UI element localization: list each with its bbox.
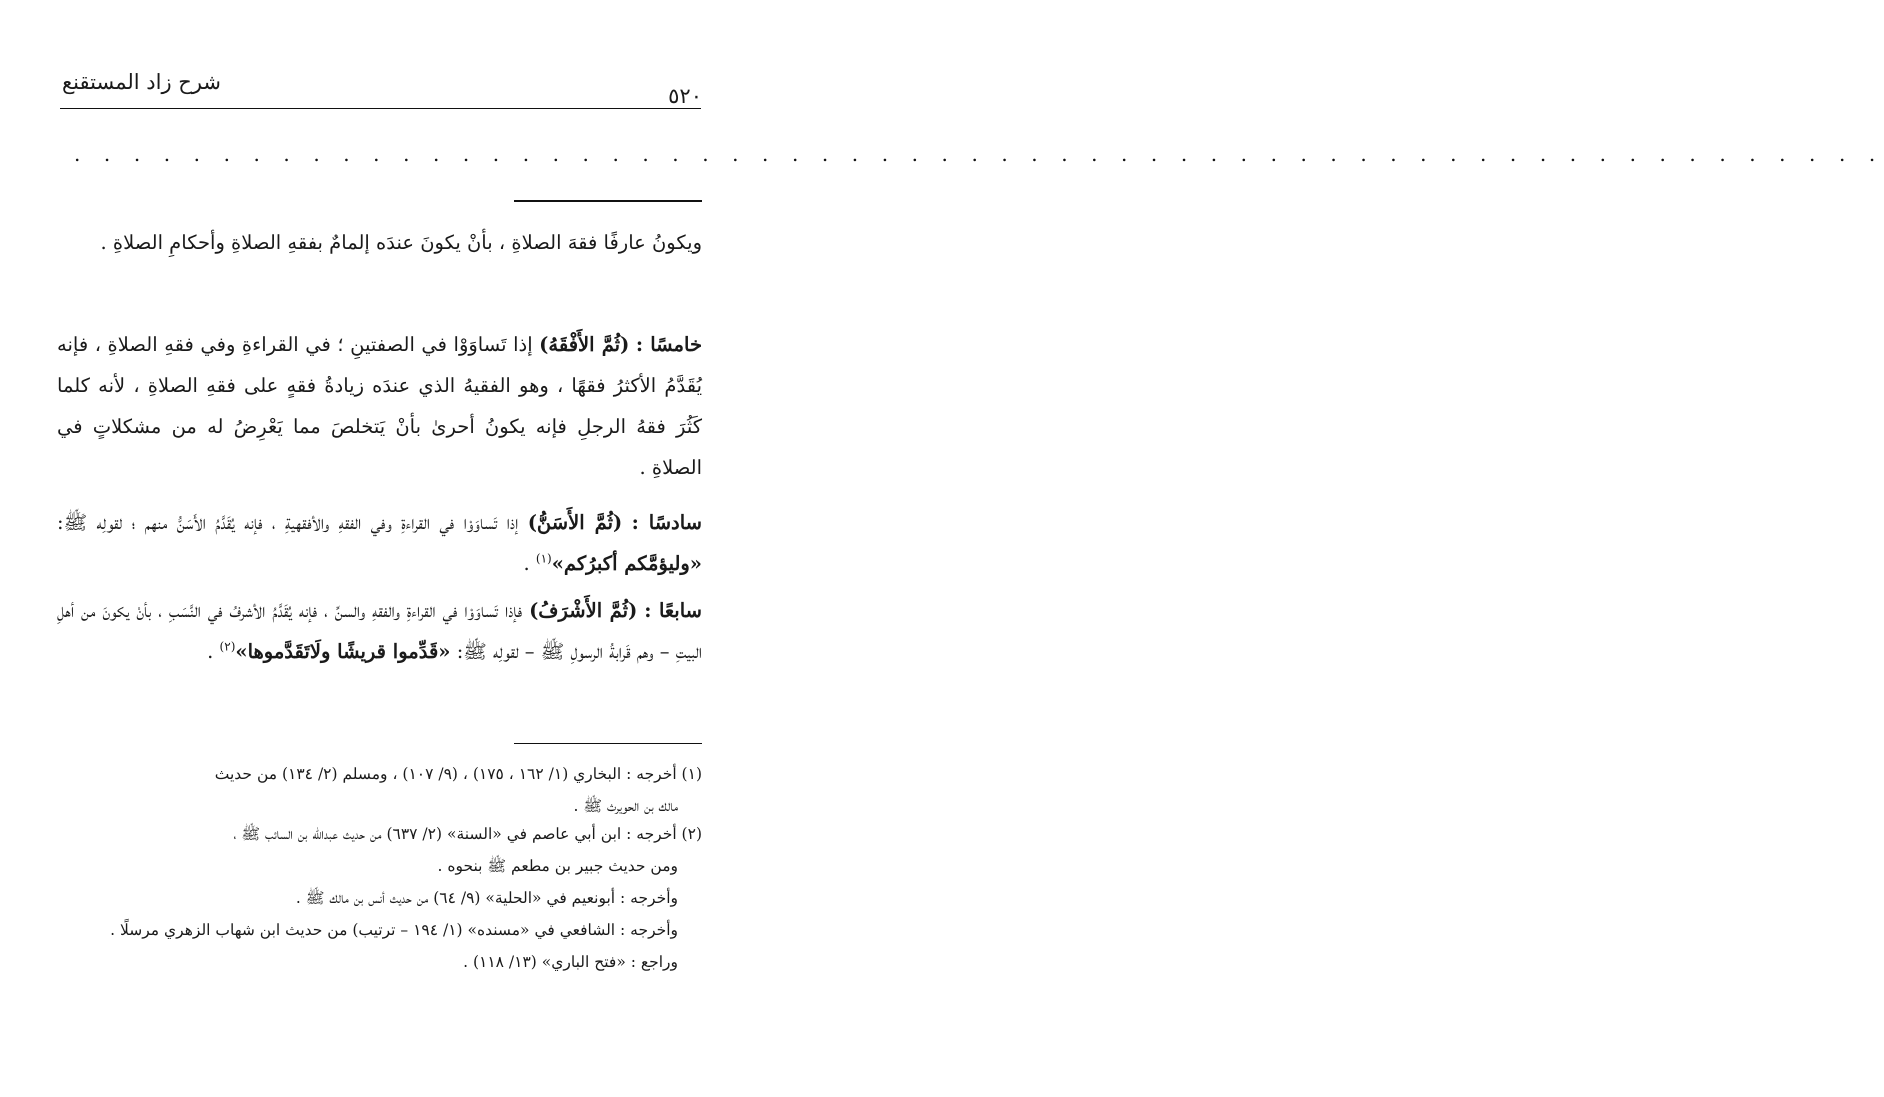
paragraph-sixth: [57, 502, 702, 584]
paragraph-fifth-text: إذا تَساوَوْا في الصفتينِ ؛ في القراءةِ وفي فقهِ الصلاةِ ، فإنه يُقَدَّمُ الأكثرُ فقهًا ، وهو الفقيهُ الذي عندَه زيادةُ فقهٍ على فقهِ الصلاةِ ، لأنه كلما كَثُرَ فقهُ الرجلِ فإنه يكونُ أحرىٰ بأنْ يَتخلصَ مما يَعْرِضُ له من مشكلاتٍ في الصلاةِ .: [57, 333, 702, 479]
paragraph-sixth-label: سادسًا :: [631, 511, 703, 534]
footnote-1: [57, 758, 702, 822]
paragraph-fifth-label: خامسًا :: [635, 333, 703, 356]
matn-dotted-line: . . . . . . . . . . . . . . . . . . . . . . . . . . . . . . . . . . . . . . . . . . . . . . . . . . . . . . . . . . . . .: [74, 142, 1884, 166]
paragraph-seventh-end: .: [207, 640, 214, 663]
header-rule: [60, 108, 701, 109]
footnote-separator-rule: [514, 743, 702, 744]
footnote-2-text: (٢) أخرجه : ابن أبي عاصم في «السنة» (٢/ ٦٣٧) من حديث عبدالله بن السائب ﷺ ،: [233, 825, 702, 843]
paragraph-intro: ويكونُ عارفًا فقهَ الصلاةِ ، بأنْ يكونَ عندَه إلمامٌ بفقهِ الصلاةِ وأحكامِ الصلاةِ .: [100, 231, 702, 254]
paragraph-sixth-matn: (ثُمَّ الأَسَنُّ): [527, 511, 623, 534]
footnote-2-line-3: وأخرجه : أبونعيم في «الحلية» (٩/ ٦٤) من حديث أنس بن مالك ﷺ .: [295, 889, 678, 907]
footnote-2-line-4: وأخرجه : الشافعي في «مسنده» (١/ ١٩٤ – ترتيب) من حديث ابن شهاب الزهري مرسلًا .: [110, 921, 678, 939]
paragraph-seventh-text: فإذا تَساوَوْا في القراءةِ والفقهِ والسنِّ ، فإنه يُقَدَّمُ الأشرفُ في النَّسَبِ ، بأنْ يكونَ من أهلِ البيتِ – وهم قَرابةُ الرسولِ ﷺ – لقولِه ﷺ:: [57, 599, 702, 663]
paragraph-seventh-label: سابعًا :: [644, 599, 703, 622]
matn-separator-rule: [514, 200, 702, 202]
page-number: ٥٢٠: [668, 84, 702, 108]
paragraph-seventh-hadith: «قَدِّموا قريشًا ولَاتَقَدَّموها»: [235, 640, 451, 663]
running-header-title: شرح زاد المستقنع: [62, 70, 221, 94]
paragraph-sixth-text: إذا تَساوَوْا في القراءةِ وفي الفقهِ والأفقهيةِ ، فإنه يُقَدَّمُ الأَسَنُّ منهم ؛ لقولِه ﷺ:: [57, 511, 519, 534]
paragraph-fifth: [57, 324, 702, 488]
footnote-2: [57, 818, 702, 978]
paragraph-seventh: [57, 590, 702, 672]
footnote-2-line-2: ومن حديث جبير بن مطعم ﷺ بنحوه .: [437, 857, 678, 875]
paragraph-seventh-matn: (ثُمَّ الأَشْرَفُ): [529, 599, 638, 622]
paragraph-sixth-hadith: «وليؤمَّكم أكبرُكم»: [551, 552, 702, 575]
footnote-1-continuation: مالك بن الحويرث ﷺ .: [573, 797, 678, 815]
footnote-2-line-5: وراجع : «فتح الباري» (١٣/ ١١٨) .: [463, 953, 678, 971]
paragraph-sixth-end: .: [523, 552, 530, 575]
footnote-ref-2: (٢): [219, 639, 236, 654]
footnote-ref-1: (١): [535, 551, 552, 566]
paragraph-fifth-matn: (ثُمَّ الأَفْقَهُ): [539, 333, 630, 356]
footnote-1-text: (١) أخرجه : البخاري (١/ ١٦٢ ، ١٧٥) ، (٩/ ١٠٧) ، ومسلم (٢/ ١٣٤) من حديث: [214, 765, 702, 783]
